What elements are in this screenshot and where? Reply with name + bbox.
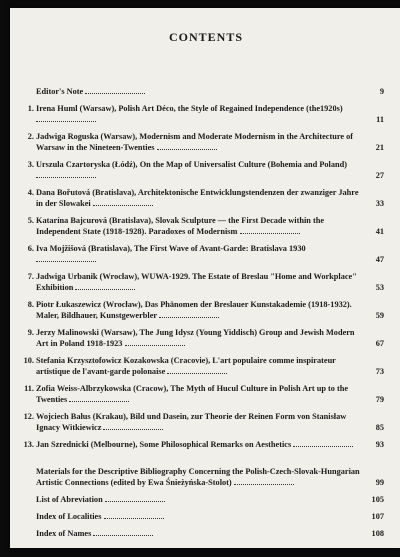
toc-entry	[24, 383, 384, 405]
toc-entry	[36, 528, 384, 539]
toc-entry-number: 1.	[27, 104, 34, 113]
toc-entry-page: 9	[379, 87, 384, 96]
leader-dots	[104, 511, 164, 519]
toc-entry	[36, 494, 384, 505]
leader-dots	[157, 142, 217, 150]
toc-entry-number: 3.	[27, 160, 34, 169]
toc-entry-title: List of Abreviation	[36, 494, 384, 505]
toc-entry-page: 85	[375, 423, 384, 432]
toc-entry-page: 93	[375, 440, 384, 449]
toc-entry-number: 9.	[27, 328, 34, 337]
toc-entry	[27, 131, 384, 153]
toc-entry-page: 99	[375, 478, 384, 487]
toc-entry-title: Piotr Łukaszewicz (Wrocław), Das Phänomen der Breslauer Kunstakademie (1918-1932). Maler, Bildhauer, Kunstgewerbler	[36, 300, 352, 320]
toc-entry-page: 105	[371, 495, 384, 504]
toc-entry-number: 13.	[23, 440, 34, 449]
toc-entry-page: 41	[375, 227, 384, 236]
toc-entry-title: Urszula Czartoryska (Łódź), On the Map of Universalist Culture (Bohemia and Poland)	[36, 159, 384, 181]
toc-entry	[36, 466, 384, 488]
toc-entry	[27, 327, 384, 349]
toc-entry	[27, 103, 384, 125]
toc-entry-page: 108	[371, 529, 384, 538]
toc-entry	[36, 511, 384, 522]
toc-entry-title: Jadwiga Roguska (Warsaw), Modernism and Moderate Modernism in the Architecture of Warsaw in the Nineteen-Twenties	[36, 132, 354, 152]
leader-dots	[293, 439, 353, 447]
toc-entry-page: 67	[375, 339, 384, 348]
leader-dots	[234, 477, 294, 485]
leader-dots	[93, 528, 153, 536]
leader-dots	[36, 254, 96, 262]
toc-entry	[23, 355, 384, 377]
toc-entry-title: Iva Mojžišová (Bratislava), The First Wave of Avant-Garde: Bratislava 1930	[36, 243, 384, 265]
leader-dots	[240, 226, 300, 234]
toc-entry-page: 21	[375, 143, 384, 152]
table-of-contents	[23, 86, 384, 545]
toc-entry-number: 11.	[24, 384, 34, 393]
toc-entry-page: 53	[375, 283, 384, 292]
section-gap	[36, 456, 384, 466]
toc-entry-title: Index of Names	[36, 528, 384, 539]
leader-dots	[167, 366, 227, 374]
toc-entry-page: 33	[375, 199, 384, 208]
toc-entry-page: 47	[375, 255, 384, 264]
page-title: CONTENTS	[168, 30, 244, 44]
toc-entry-number: 4.	[27, 188, 34, 197]
toc-entry	[23, 439, 384, 450]
toc-entry-title: Wojciech Bałus (Krakau), Bild und Dasein, zur Theorie der Reinen Form von Stanisław Ignacy Witkiewicz	[36, 412, 347, 432]
toc-entry	[27, 271, 384, 293]
toc-entry-number: 7.	[27, 272, 34, 281]
leader-dots	[36, 170, 96, 178]
leader-dots	[69, 394, 129, 402]
leader-dots	[75, 282, 135, 290]
toc-entry	[27, 187, 384, 209]
toc-entry-title: Materials for the Descriptive Bibliography Concerning the Polish-Czech-Slovak-Hungarian Artistic Connections (edited by Ewa Śnieżyńska-Stolot)	[36, 467, 360, 487]
toc-entry-title: Index of Localities	[36, 511, 384, 522]
toc-entry-page: 107	[371, 512, 384, 521]
toc-entry-title: Katarína Bajcurová (Bratislava), Slovak Sculpture — the First Decade within the Independent State (1918-1928). Paradoxes of Modernism	[36, 216, 325, 236]
leader-dots	[36, 114, 96, 122]
toc-entry-title: Jadwiga Urbanik (Wrocław), WUWA-1929. The Estate of Breslau "Home and Workplace" Exhibition	[36, 272, 357, 292]
toc-entry-title: Editor's Note	[36, 86, 384, 97]
toc-entry-title: Jerzy Malinowski (Warsaw), The Jung Idysz (Young Yiddisch) Group and Jewish Modern Art in Poland 1918-1923	[36, 328, 355, 348]
toc-entry-title: Jan Szrednicki (Melbourne), Some Philosophical Remarks on Aesthetics	[36, 439, 384, 450]
toc-entry-page: 59	[375, 311, 384, 320]
toc-entry-number: 12.	[23, 412, 34, 421]
toc-entry	[23, 411, 384, 433]
toc-entry-number: 8.	[27, 300, 34, 309]
toc-entry	[27, 299, 384, 321]
toc-entry-page: 79	[375, 395, 384, 404]
toc-entry	[27, 243, 384, 265]
leader-dots	[103, 422, 163, 430]
toc-entry-number: 10.	[23, 356, 34, 365]
toc-entry-number: 6.	[27, 244, 34, 253]
toc-entry	[27, 215, 384, 237]
toc-entry	[27, 159, 384, 181]
toc-entry-page: 73	[375, 367, 384, 376]
toc-entry-title: Zofia Weiss-Albrzykowska (Cracow), The Myth of Hucul Culture in Polish Art up to the Twenties	[36, 384, 349, 404]
leader-dots	[93, 198, 153, 206]
toc-entry-number: 5.	[27, 216, 34, 225]
toc-entry-title: Dana Bořutová (Bratislava), Architektonische Entwicklungstendenzen der zwanziger Jahre in der Slowakei	[36, 188, 359, 208]
leader-dots	[159, 310, 219, 318]
leader-dots	[85, 86, 145, 94]
toc-entry-title: Irena Huml (Warsaw), Polish Art Déco, the Style of Regained Independence (the1920s)	[36, 103, 384, 125]
toc-entry-page: 27	[375, 171, 384, 180]
toc-entry-title: Stefania Krzysztofowicz Kozakowska (Cracovie), L'art populaire comme inspirateur artistique de l'avant-garde polonaise	[36, 356, 336, 376]
leader-dots	[125, 338, 185, 346]
toc-entry-page: 11	[376, 115, 384, 124]
toc-entry-number: 2.	[27, 132, 34, 141]
leader-dots	[105, 494, 165, 502]
toc-entry	[36, 86, 384, 97]
document-page	[10, 8, 400, 548]
